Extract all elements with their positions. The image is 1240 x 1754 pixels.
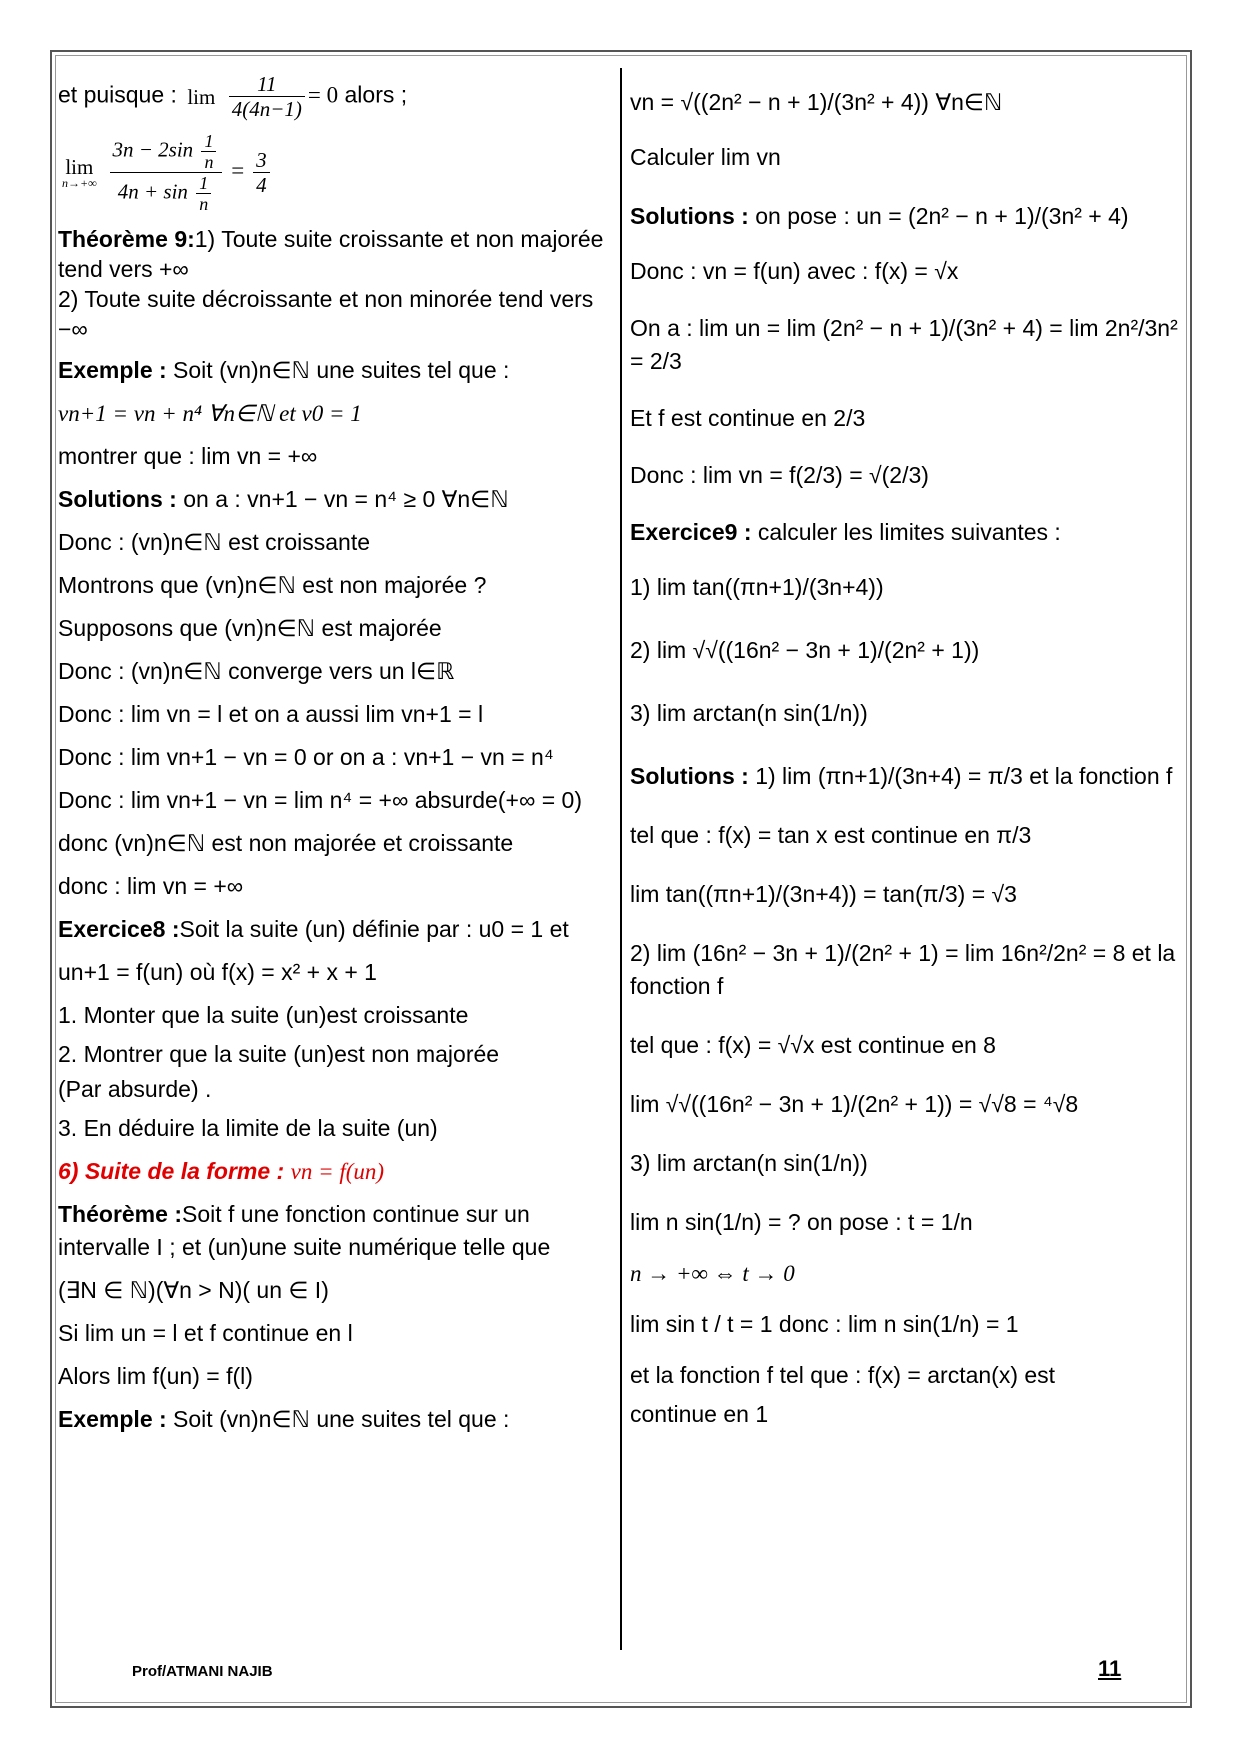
exercice-9: Exercice9 : calculer les limites suivantes : xyxy=(630,519,1061,545)
exercice-9-q1: 1) lim tan((πn+1)/(3n+4)) xyxy=(630,574,884,600)
example-recurrence: vn+1 = vn + n⁴ ∀n∈ℕ et v0 = 1 xyxy=(58,401,362,426)
solution-9-3f: continue en 1 xyxy=(630,1401,769,1427)
solution-9-3d: lim sin t / t = 1 donc : lim n sin(1/n) = 1 xyxy=(630,1311,1019,1337)
sol-line-4: Donc : (vn)n∈ℕ converge vers un l∈ℝ xyxy=(58,658,455,684)
right-line-4: Donc : lim vn = f(2/3) = √(2/3) xyxy=(630,462,929,488)
exercice-9-q2: 2) lim √√((16n² − 3n + 1)/(2n² + 1)) xyxy=(630,637,980,663)
sol-line-8: donc (vn)n∈ℕ est non majorée et croissante xyxy=(58,830,514,856)
sol-line-7: Donc : lim vn+1 − vn = lim n⁴ = +∞ absurde(+∞ = 0) xyxy=(58,787,583,813)
solution-9-2b: tel que : f(x) = √√x est continue en 8 xyxy=(630,1032,996,1058)
sol-line-9: donc : lim vn = +∞ xyxy=(58,873,244,899)
footer-author: Prof/ATMANI NAJIB xyxy=(132,1663,273,1680)
exercice-8-recurrence: un+1 = f(un) où f(x) = x² + x + 1 xyxy=(58,959,377,985)
solution-9-3: 3) lim arctan(n sin(1/n)) xyxy=(630,1150,868,1176)
right-column xyxy=(630,68,1180,1441)
solution-9: Solutions : 1) lim (πn+1)/(3n+4) = π/3 et la fonction f xyxy=(630,763,1173,789)
exercice-8-q2: 2. Montrer que la suite (un)est non majorée xyxy=(58,1041,500,1067)
theorem-9: Théorème 9:1) Toute suite croissante et non majorée tend vers +∞ 2) Toute suite décroissante et non minorée tend vers −∞ xyxy=(58,226,604,342)
left-limit-fraction: lim n→+∞ 3n − 2sin $\frac{1}{n}$ 4n + sin $\frac{1}{n}$ = $\frac{3}{4}$ xyxy=(58,131,612,214)
solution-1: Solutions : on a : vn+1 − vn = n⁴ ≥ 0 ∀n∈ℕ xyxy=(58,486,509,512)
left-column xyxy=(58,68,612,1446)
exercice-8-q1: 1. Monter que la suite (un)est croissante xyxy=(58,1002,469,1028)
solution-9-2: 2) lim (16n² − 3n + 1)/(2n² + 1) = lim 16n²/2n² = 8 et la fonction f xyxy=(630,940,1176,999)
sol-line-1: Donc : (vn)n∈ℕ est croissante xyxy=(58,529,371,555)
solution-9-1c: lim tan((πn+1)/(3n+4)) = tan(π/3) = √3 xyxy=(630,881,1017,907)
solution-9-2c: lim √√((16n² − 3n + 1)/(2n² + 1)) = √√8 = ⁴√8 xyxy=(630,1091,1079,1117)
theorem-continuity: Théorème :Soit f une fonction continue sur un intervalle I ; et (un)une suite numérique telle que xyxy=(58,1201,551,1260)
example-2: Exemple : Soit (vn)n∈ℕ une suites tel que : xyxy=(58,1406,510,1432)
solution-9-1b: tel que : f(x) = tan x est continue en π/3 xyxy=(630,822,1032,848)
solution-right: Solutions : on pose : un = (2n² − n + 1)/(3n² + 4) xyxy=(630,203,1129,229)
vn-definition: vn = √((2n² − n + 1)/(3n² + 4)) ∀n∈ℕ xyxy=(630,89,1003,115)
calculate-limit: Calculer lim vn xyxy=(630,144,781,170)
sol-line-3: Supposons que (vn)n∈ℕ est majorée xyxy=(58,615,442,641)
exercice-8-q3: 3. En déduire la limite de la suite (un) xyxy=(58,1115,438,1141)
exercice-9-q3: 3) lim arctan(n sin(1/n)) xyxy=(630,700,868,726)
sol-line-6: Donc : lim vn+1 − vn = 0 or on a : vn+1 − vn = n⁴ xyxy=(58,744,554,770)
sol-line-2: Montrons que (vn)n∈ℕ est non majorée ? xyxy=(58,572,487,598)
page-number: 11 xyxy=(1098,1656,1122,1681)
exercice-8-q2b: (Par absurde) . xyxy=(58,1076,212,1102)
right-line-3: Et f est continue en 2/3 xyxy=(630,405,866,431)
sol-line-5: Donc : lim vn = l et on a aussi lim vn+1 = l xyxy=(58,701,484,727)
example-1: Exemple : Soit (vn)n∈ℕ une suites tel que : xyxy=(58,357,510,383)
column-divider xyxy=(620,68,622,1650)
solution-9-3c: n → +∞ ⇔ t → 0 xyxy=(630,1261,795,1286)
exercice-8: Exercice8 :Soit la suite (un) définie par : u0 = 1 et xyxy=(58,916,569,942)
left-line-1: et puisque : lim $\frac{11}{4(4n-1)}$ = 0 alors ; xyxy=(58,72,408,121)
theorem-si: Si lim un = l et f continue en l xyxy=(58,1320,353,1346)
solution-9-3b: lim n sin(1/n) = ? on pose : t = 1/n xyxy=(630,1209,973,1235)
section-6-heading: 6) Suite de la forme : vn = f(un) xyxy=(58,1158,385,1184)
theorem-condition: (∃N ∈ ℕ)(∀n > N)( un ∈ I) xyxy=(58,1277,329,1303)
theorem-alors: Alors lim f(un) = f(l) xyxy=(58,1363,253,1389)
right-line-1: Donc : vn = f(un) avec : f(x) = √x xyxy=(630,258,959,284)
right-line-2: On a : lim un = lim (2n² − n + 1)/(3n² + 4) = lim 2n²/3n² = 2/3 xyxy=(630,315,1178,374)
solution-9-3e: et la fonction f tel que : f(x) = arctan(x) est xyxy=(630,1362,1056,1388)
show-limit: montrer que : lim vn = +∞ xyxy=(58,443,318,469)
